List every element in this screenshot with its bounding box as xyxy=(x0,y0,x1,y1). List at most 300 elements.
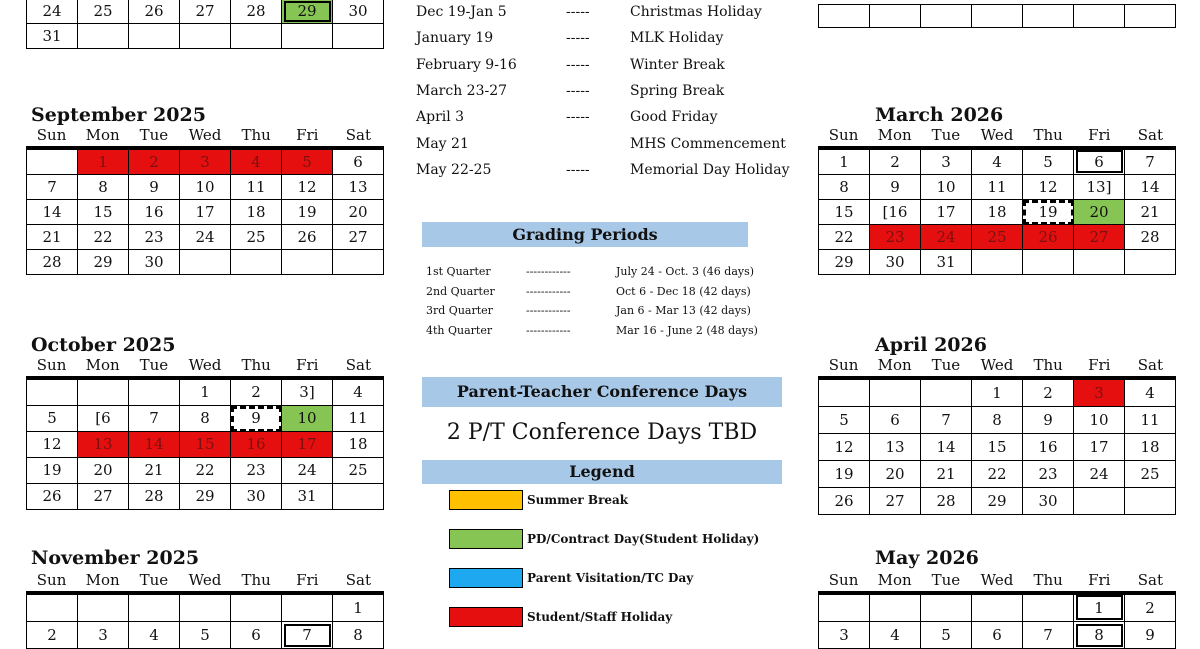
calendar-day-cell: 19 xyxy=(819,461,870,488)
calendar-day-cell: 1 xyxy=(972,378,1023,407)
calendar-day-cell: 8 xyxy=(180,406,231,432)
calendar-day-cell xyxy=(78,24,129,49)
calendar-week-row xyxy=(27,378,384,406)
quarter-label: 4th Quarter xyxy=(426,323,493,337)
calendar-day-cell: 5 xyxy=(1023,148,1074,175)
calendar-day-cell: 15 xyxy=(819,200,870,225)
calendar-day-cell: 5 xyxy=(282,148,333,175)
calendar-day-cell: 29 xyxy=(78,250,129,275)
calendar-day-cell: 29 xyxy=(819,250,870,275)
holiday-dates: Dec 19-Jan 5 xyxy=(416,4,507,20)
calendar-day-cell xyxy=(870,5,921,28)
weekday-header xyxy=(818,126,1176,144)
weekday-mon: Mon xyxy=(85,126,120,144)
calendar-day-cell: 1 xyxy=(333,593,384,622)
weekday-sun: Sun xyxy=(828,571,859,589)
calendar-day-cell: 14 xyxy=(921,434,972,461)
calendar-day-cell: 24 xyxy=(27,0,78,24)
calendar-day-cell: 10 xyxy=(1074,407,1125,434)
holiday-separator: ----- xyxy=(566,161,590,178)
calendar-day-cell xyxy=(972,5,1023,28)
calendar-day-cell: 24 xyxy=(282,458,333,484)
calendar-day-cell xyxy=(180,593,231,622)
weekday-header xyxy=(818,571,1176,589)
holiday-name: Winter Break xyxy=(630,56,725,73)
weekday-sat: Sat xyxy=(345,571,372,589)
holiday-row xyxy=(416,30,723,46)
weekday-tue: Tue xyxy=(931,571,961,589)
holiday-name: Memorial Day Holiday xyxy=(630,161,790,178)
calendar-day-cell xyxy=(1023,593,1074,622)
calendar-day-cell: 6 xyxy=(870,407,921,434)
calendar-day-cell: 4 xyxy=(129,622,180,649)
calendar-march-2026 xyxy=(818,146,1176,275)
calendar-day-cell: 21 xyxy=(921,461,972,488)
legend-label: Parent Visitation/TC Day xyxy=(527,571,694,585)
calendar-week-row xyxy=(27,458,384,484)
calendar-day-cell xyxy=(27,593,78,622)
calendar-day-cell xyxy=(282,24,333,49)
calendar-day-cell: 22 xyxy=(180,458,231,484)
weekday-fri: Fri xyxy=(296,126,319,144)
calendar-day-cell xyxy=(180,250,231,275)
calendar-day-cell xyxy=(27,148,78,175)
holiday-name: Christmas Holiday xyxy=(630,4,762,20)
calendar-week-row xyxy=(27,148,384,175)
calendar-day-cell xyxy=(1074,5,1125,28)
grading-period-row xyxy=(426,324,786,337)
calendar-day-cell: 3 xyxy=(1074,378,1125,407)
calendar-day-cell: 30 xyxy=(231,484,282,510)
calendar-day-cell: 10 xyxy=(180,175,231,200)
calendar-day-cell xyxy=(129,378,180,406)
calendar-day-cell xyxy=(129,593,180,622)
calendar-title-november: November 2025 xyxy=(31,547,200,569)
calendar-day-cell: 18 xyxy=(333,432,384,458)
weekday-fri: Fri xyxy=(1088,356,1111,374)
calendar-day-cell xyxy=(1023,5,1074,28)
calendar-day-cell: 11 xyxy=(972,175,1023,200)
calendar-day-cell: 17 xyxy=(180,200,231,225)
calendar-day-cell: 2 xyxy=(129,148,180,175)
calendar-day-cell: 19 xyxy=(282,200,333,225)
quarter-range: July 24 - Oct. 3 (46 days) xyxy=(616,265,755,278)
calendar-week-row xyxy=(819,250,1176,275)
calendar-day-cell: 30 xyxy=(1023,488,1074,515)
grading-period-row xyxy=(426,304,786,317)
calendar-day-cell: 25 xyxy=(78,0,129,24)
calendar-day-cell: 12 xyxy=(819,434,870,461)
calendar-day-cell: 12 xyxy=(27,432,78,458)
legend-banner: Legend xyxy=(422,460,782,484)
quarter-range: Mar 16 - June 2 (48 days) xyxy=(616,323,758,337)
calendar-day-cell: 16 xyxy=(231,432,282,458)
holiday-dates: May 21 xyxy=(416,135,469,152)
weekday-sun: Sun xyxy=(36,356,67,374)
calendar-day-cell: 9 xyxy=(870,175,921,200)
weekday-tue: Tue xyxy=(931,126,961,144)
weekday-header xyxy=(26,571,384,589)
weekday-fri: Fri xyxy=(296,356,319,374)
calendar-week-row xyxy=(27,432,384,458)
calendar-day-cell: 20 xyxy=(78,458,129,484)
calendar-day-cell: 25 xyxy=(333,458,384,484)
calendar-day-cell: 1 xyxy=(1074,593,1125,622)
calendar-week-row xyxy=(27,225,384,250)
calendar-day-cell: 27 xyxy=(333,225,384,250)
calendar-day-cell xyxy=(921,5,972,28)
calendar-day-cell xyxy=(333,250,384,275)
quarter-label: 1st Quarter xyxy=(426,265,491,278)
calendar-day-cell: 8 xyxy=(1074,622,1125,649)
calendar-day-cell: 17 xyxy=(921,200,972,225)
weekday-wed: Wed xyxy=(188,571,222,589)
weekday-sun: Sun xyxy=(36,571,67,589)
weekday-wed: Wed xyxy=(980,356,1014,374)
calendar-day-cell: 5 xyxy=(27,406,78,432)
calendar-day-cell: 22 xyxy=(819,225,870,250)
calendar-day-cell: 7 xyxy=(27,175,78,200)
holiday-separator: ----- xyxy=(566,82,590,99)
calendar-day-cell: 24 xyxy=(180,225,231,250)
calendar-day-cell: 28 xyxy=(129,484,180,510)
calendar-day-cell xyxy=(231,250,282,275)
calendar-day-cell xyxy=(1125,250,1176,275)
calendar-day-cell: 15 xyxy=(972,434,1023,461)
calendar-day-cell: 28 xyxy=(27,250,78,275)
calendar-week-row xyxy=(819,378,1176,407)
weekday-tue: Tue xyxy=(139,356,169,374)
quarter-label: 3rd Quarter xyxy=(426,304,493,317)
calendar-day-cell: 22 xyxy=(972,461,1023,488)
calendar-day-cell: 8 xyxy=(819,175,870,200)
calendar-day-cell xyxy=(78,593,129,622)
calendar-title-march: March 2026 xyxy=(875,104,1004,126)
calendar-title-april: April 2026 xyxy=(875,334,987,356)
grading-period-row xyxy=(426,265,786,278)
ptc-banner: Parent-Teacher Conference Days xyxy=(422,377,782,407)
calendar-day-cell: 18 xyxy=(1125,434,1176,461)
calendar-title-september: September 2025 xyxy=(31,104,206,126)
calendar-day-cell: 28 xyxy=(921,488,972,515)
calendar-day-cell: 28 xyxy=(1125,225,1176,250)
calendar-week-row xyxy=(27,175,384,200)
calendar-day-cell xyxy=(180,24,231,49)
calendar-day-cell: 1 xyxy=(180,378,231,406)
holiday-name: MLK Holiday xyxy=(630,30,724,47)
weekday-sun: Sun xyxy=(828,126,859,144)
calendar-day-cell: 8 xyxy=(972,407,1023,434)
legend-label: PD/Contract Day(Student Holiday) xyxy=(527,532,760,546)
calendar-day-cell: 5 xyxy=(921,622,972,649)
calendar-week-row xyxy=(819,461,1176,488)
calendar-day-cell: 25 xyxy=(231,225,282,250)
calendar-day-cell: 29 xyxy=(180,484,231,510)
holiday-separator: ----- xyxy=(566,109,590,126)
calendar-day-cell: 4 xyxy=(972,148,1023,175)
quarter-label: 2nd Quarter xyxy=(426,284,495,298)
calendar-week-row xyxy=(819,622,1176,649)
calendar-week-row xyxy=(819,148,1176,175)
calendar-day-cell: 23 xyxy=(129,225,180,250)
calendar-day-cell: 21 xyxy=(27,225,78,250)
calendar-day-cell: 18 xyxy=(231,200,282,225)
holiday-name: Spring Break xyxy=(630,82,725,99)
weekday-tue: Tue xyxy=(139,126,169,144)
calendar-day-cell xyxy=(870,378,921,407)
calendar-day-cell: 16 xyxy=(129,200,180,225)
calendar-day-cell: 26 xyxy=(27,484,78,510)
calendar-day-cell xyxy=(333,24,384,49)
calendar-title-october: October 2025 xyxy=(31,334,176,356)
weekday-wed: Wed xyxy=(188,356,222,374)
calendar-week-row xyxy=(27,406,384,432)
calendar-day-cell: 8 xyxy=(333,622,384,649)
weekday-thu: Thu xyxy=(241,126,271,144)
calendar-day-cell: 26 xyxy=(129,0,180,24)
calendar-day-cell: 23 xyxy=(231,458,282,484)
calendar-day-cell: 1 xyxy=(819,148,870,175)
calendar-day-cell: 26 xyxy=(819,488,870,515)
calendar-week-row xyxy=(819,225,1176,250)
holiday-dates: February 9-16 xyxy=(416,56,517,73)
calendar-day-cell xyxy=(282,250,333,275)
holiday-separator xyxy=(566,136,630,152)
calendar-day-cell: 13 xyxy=(333,175,384,200)
calendar-week-row xyxy=(27,484,384,510)
holiday-row xyxy=(416,109,718,125)
calendar-day-cell: 27 xyxy=(1074,225,1125,250)
weekday-mon: Mon xyxy=(877,126,912,144)
holiday-separator: ----- xyxy=(566,56,590,73)
weekday-mon: Mon xyxy=(85,571,120,589)
calendar-week-row xyxy=(819,5,1176,28)
calendar-day-cell: 7 xyxy=(921,407,972,434)
calendar-day-cell xyxy=(231,24,282,49)
calendar-day-cell: 7 xyxy=(282,622,333,649)
calendar-title-may: May 2026 xyxy=(875,547,979,569)
calendar-day-cell: 13] xyxy=(1074,175,1125,200)
calendar-day-cell: 3 xyxy=(180,148,231,175)
weekday-thu: Thu xyxy=(1033,571,1063,589)
calendar-day-cell: 31 xyxy=(921,250,972,275)
calendar-week-row xyxy=(27,24,384,49)
calendar-day-cell xyxy=(819,593,870,622)
calendar-day-cell: 12 xyxy=(1023,175,1074,200)
holiday-dates: March 23-27 xyxy=(416,82,508,99)
holiday-row xyxy=(416,83,724,99)
calendar-day-cell: 30 xyxy=(129,250,180,275)
quarter-separator: ------------ xyxy=(526,284,571,298)
calendar-day-cell: 7 xyxy=(1125,148,1176,175)
legend-label: Summer Break xyxy=(527,493,629,507)
calendar-day-cell: 31 xyxy=(282,484,333,510)
legend-swatch xyxy=(449,490,523,510)
weekday-tue: Tue xyxy=(139,571,169,589)
calendar-day-cell: 23 xyxy=(870,225,921,250)
calendar-day-cell: 4 xyxy=(1125,378,1176,407)
calendar-day-cell: 14 xyxy=(1125,175,1176,200)
calendar-week-row xyxy=(819,488,1176,515)
calendar-day-cell: 27 xyxy=(870,488,921,515)
calendar-day-cell xyxy=(1125,5,1176,28)
calendar-week-row xyxy=(819,434,1176,461)
calendar-day-cell: 11 xyxy=(231,175,282,200)
weekday-wed: Wed xyxy=(980,571,1014,589)
calendar-day-cell xyxy=(1074,250,1125,275)
calendar-day-cell: 3 xyxy=(921,148,972,175)
legend-swatch xyxy=(449,607,523,627)
weekday-sat: Sat xyxy=(1137,356,1164,374)
quarter-separator: ------------ xyxy=(526,304,571,317)
calendar-week-row xyxy=(819,593,1176,622)
calendar-day-cell: 3 xyxy=(819,622,870,649)
calendar-day-cell: 30 xyxy=(870,250,921,275)
calendar-day-cell: 28 xyxy=(231,0,282,24)
holiday-dates: May 22-25 xyxy=(416,161,492,178)
holiday-name: Good Friday xyxy=(630,109,718,126)
calendar-day-cell: 6 xyxy=(1074,148,1125,175)
calendar-february-2026-partial xyxy=(818,4,1176,28)
weekday-header xyxy=(818,356,1176,374)
calendar-day-cell: 30 xyxy=(333,0,384,24)
calendar-day-cell: 27 xyxy=(78,484,129,510)
calendar-day-cell: 19 xyxy=(1023,200,1074,225)
calendar-day-cell: 21 xyxy=(1125,200,1176,225)
calendar-week-row xyxy=(819,200,1176,225)
holiday-separator: ----- xyxy=(566,30,590,47)
calendar-day-cell: 31 xyxy=(27,24,78,49)
calendar-day-cell: 6 xyxy=(972,622,1023,649)
calendar-week-row xyxy=(27,0,384,24)
calendar-day-cell: 17 xyxy=(282,432,333,458)
calendar-day-cell: 29 xyxy=(972,488,1023,515)
legend-swatch xyxy=(449,529,523,549)
calendar-day-cell: 6 xyxy=(231,622,282,649)
calendar-day-cell xyxy=(972,250,1023,275)
calendar-day-cell: 10 xyxy=(282,406,333,432)
holiday-row xyxy=(416,4,762,20)
calendar-august-2025-partial xyxy=(26,0,384,49)
grading-periods-banner: Grading Periods xyxy=(422,222,748,247)
calendar-day-cell: 4 xyxy=(231,148,282,175)
holiday-dates: January 19 xyxy=(416,30,494,47)
calendar-day-cell: 16 xyxy=(1023,434,1074,461)
ptc-text: 2 P/T Conference Days TBD xyxy=(446,420,758,445)
calendar-day-cell: 2 xyxy=(870,148,921,175)
calendar-day-cell: 2 xyxy=(231,378,282,406)
calendar-week-row xyxy=(27,250,384,275)
calendar-day-cell: 9 xyxy=(129,175,180,200)
quarter-separator: ------------ xyxy=(526,323,571,337)
calendar-day-cell: 11 xyxy=(1125,407,1176,434)
calendar-day-cell: 13 xyxy=(78,432,129,458)
calendar-day-cell: [16 xyxy=(870,200,921,225)
weekday-sat: Sat xyxy=(345,126,372,144)
calendar-day-cell: 18 xyxy=(972,200,1023,225)
calendar-day-cell xyxy=(78,378,129,406)
weekday-tue: Tue xyxy=(931,356,961,374)
calendar-may-2026 xyxy=(818,591,1176,649)
calendar-day-cell xyxy=(870,593,921,622)
calendar-day-cell xyxy=(1125,488,1176,515)
calendar-day-cell xyxy=(1023,250,1074,275)
calendar-day-cell xyxy=(333,484,384,510)
weekday-thu: Thu xyxy=(1033,126,1063,144)
calendar-day-cell: 26 xyxy=(1023,225,1074,250)
legend-label: Student/Staff Holiday xyxy=(527,610,673,624)
calendar-day-cell: 14 xyxy=(129,432,180,458)
calendar-day-cell: 14 xyxy=(27,200,78,225)
calendar-day-cell xyxy=(129,24,180,49)
calendar-day-cell: 6 xyxy=(333,148,384,175)
grading-period-row xyxy=(426,285,786,298)
calendar-day-cell: 20 xyxy=(333,200,384,225)
calendar-day-cell: 12 xyxy=(282,175,333,200)
calendar-day-cell: 24 xyxy=(921,225,972,250)
calendar-day-cell: 21 xyxy=(129,458,180,484)
calendar-day-cell xyxy=(819,5,870,28)
legend-item xyxy=(449,529,759,549)
calendar-october-2025 xyxy=(26,376,384,510)
holiday-row xyxy=(416,136,786,152)
calendar-day-cell: 20 xyxy=(1074,200,1125,225)
weekday-sat: Sat xyxy=(345,356,372,374)
quarter-range: Oct 6 - Dec 18 (42 days) xyxy=(616,284,751,298)
calendar-day-cell: 7 xyxy=(1023,622,1074,649)
legend-item xyxy=(449,607,672,627)
calendar-day-cell: 23 xyxy=(1023,461,1074,488)
weekday-sun: Sun xyxy=(828,356,859,374)
legend-swatch xyxy=(449,568,523,588)
calendar-day-cell: 13 xyxy=(870,434,921,461)
weekday-mon: Mon xyxy=(877,571,912,589)
calendar-day-cell: 4 xyxy=(870,622,921,649)
calendar-day-cell: 3 xyxy=(78,622,129,649)
calendar-day-cell: 11 xyxy=(333,406,384,432)
weekday-fri: Fri xyxy=(1088,571,1111,589)
weekday-thu: Thu xyxy=(241,356,271,374)
calendar-day-cell: 26 xyxy=(282,225,333,250)
weekday-wed: Wed xyxy=(980,126,1014,144)
calendar-week-row xyxy=(819,175,1176,200)
weekday-header xyxy=(26,126,384,144)
calendar-november-2025 xyxy=(26,591,384,649)
calendar-day-cell: 8 xyxy=(78,175,129,200)
calendar-day-cell: 17 xyxy=(1074,434,1125,461)
calendar-day-cell: 29 xyxy=(282,0,333,24)
calendar-day-cell xyxy=(27,378,78,406)
weekday-mon: Mon xyxy=(85,356,120,374)
calendar-day-cell: 9 xyxy=(1023,407,1074,434)
weekday-fri: Fri xyxy=(296,571,319,589)
calendar-day-cell: 2 xyxy=(1125,593,1176,622)
weekday-mon: Mon xyxy=(877,356,912,374)
calendar-day-cell: 25 xyxy=(1125,461,1176,488)
weekday-thu: Thu xyxy=(241,571,271,589)
calendar-day-cell xyxy=(921,593,972,622)
weekday-thu: Thu xyxy=(1033,356,1063,374)
calendar-week-row xyxy=(27,622,384,649)
calendar-day-cell: 3] xyxy=(282,378,333,406)
calendar-day-cell: 19 xyxy=(27,458,78,484)
calendar-day-cell: 1 xyxy=(78,148,129,175)
calendar-day-cell: 5 xyxy=(819,407,870,434)
calendar-day-cell: 4 xyxy=(333,378,384,406)
calendar-week-row xyxy=(819,407,1176,434)
weekday-sat: Sat xyxy=(1137,571,1164,589)
quarter-separator: ------------ xyxy=(526,265,571,278)
